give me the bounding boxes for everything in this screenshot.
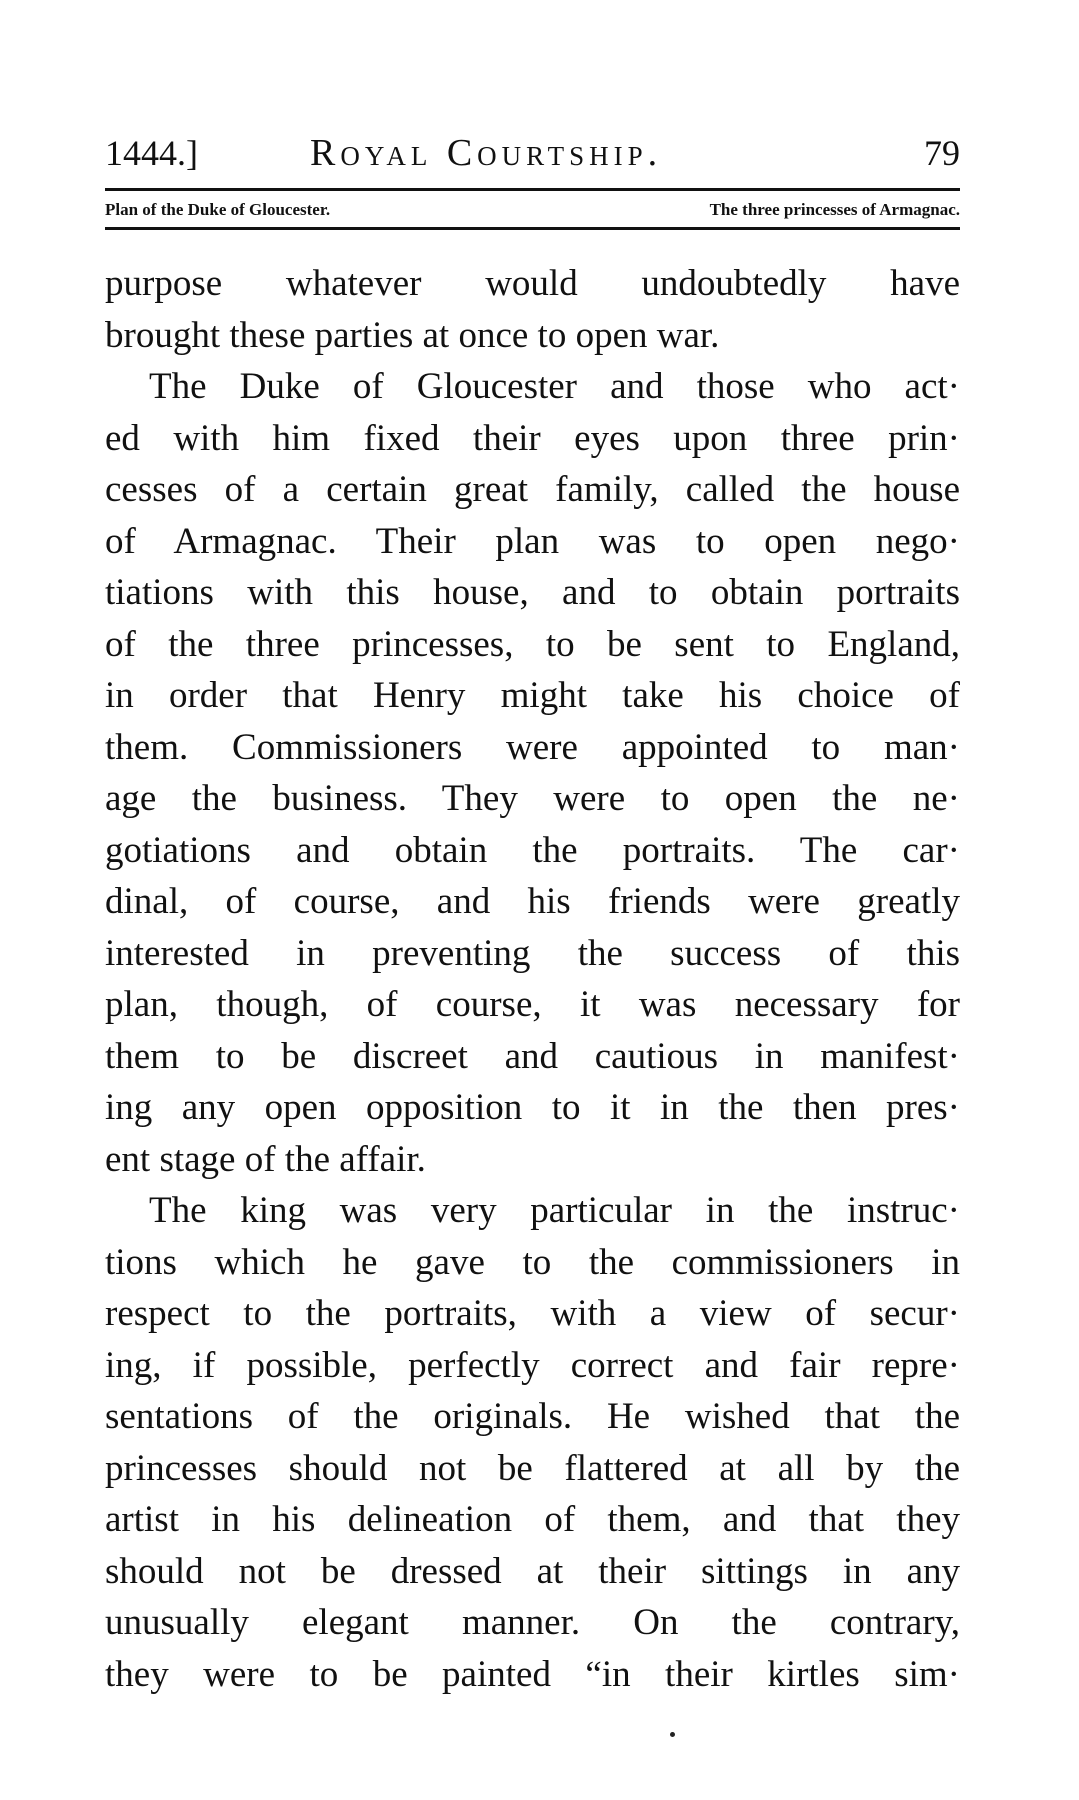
text-line: The Duke of Gloucester and those who act·: [149, 366, 960, 407]
text-line: of Armagnac. Their plan was to open nego·: [105, 520, 960, 562]
text-line: of the three princesses, to be sent to England,: [105, 623, 960, 665]
text-line: interested in preventing the success of this: [105, 932, 960, 974]
header-rule-top: [105, 188, 960, 191]
text-line: princesses should not be flattered at all by the: [105, 1447, 960, 1489]
text-line: plan, though, of course, it was necessary for: [105, 984, 960, 1025]
print-dot: [670, 1732, 675, 1737]
text-line: unusually elegant manner. On the contrary,: [105, 1602, 960, 1643]
text-line: ing any open opposition to it in the then pres·: [105, 1087, 960, 1128]
text-line: dinal, of course, and his friends were greatly: [105, 881, 960, 922]
text-line: in order that Henry might take his choice of: [105, 675, 960, 716]
text-line: gotiations and obtain the portraits. The car·: [105, 829, 960, 871]
page-number: 79: [924, 133, 960, 173]
text-line: ed with him fixed their eyes upon three prin·: [105, 417, 960, 459]
text-line: ent stage of the affair.: [105, 1138, 426, 1180]
body-text: [105, 258, 960, 1700]
text-line: should not be dressed at their sittings in any: [105, 1550, 960, 1592]
running-head: [105, 130, 960, 180]
text-line: artist in his delineation of them, and that they: [105, 1499, 960, 1540]
text-line: The king was very particular in the instruc·: [149, 1190, 960, 1231]
text-line: respect to the portraits, with a view of secur·: [105, 1293, 960, 1334]
text-line: ing, if possible, perfectly correct and fair repre·: [105, 1344, 960, 1386]
header-rule-bottom: [105, 227, 960, 230]
text-line: sentations of the originals. He wished that the: [105, 1396, 960, 1437]
header-title: Royal Courtship.: [310, 132, 663, 174]
sidenote-left: Plan of the Duke of Gloucester.: [105, 200, 331, 219]
text-line: brought these parties at once to open war.: [105, 314, 720, 356]
text-line: age the business. They were to open the ne·: [105, 778, 960, 819]
sidenote-right: The three princesses of Armagnac.: [709, 200, 960, 219]
header-year: 1444.]: [105, 133, 198, 173]
text-line: them to be discreet and cautious in manifest·: [105, 1035, 960, 1077]
text-line: tiations with this house, and to obtain portraits: [105, 572, 960, 613]
text-line: cesses of a certain great family, called the house: [105, 469, 960, 510]
text-line: purpose whatever would undoubtedly have: [105, 263, 960, 304]
text-line: them. Commissioners were appointed to man·: [105, 726, 960, 768]
text-line: they were to be painted “in their kirtles sim·: [105, 1653, 960, 1695]
text-line: tions which he gave to the commissioners in: [105, 1241, 960, 1283]
